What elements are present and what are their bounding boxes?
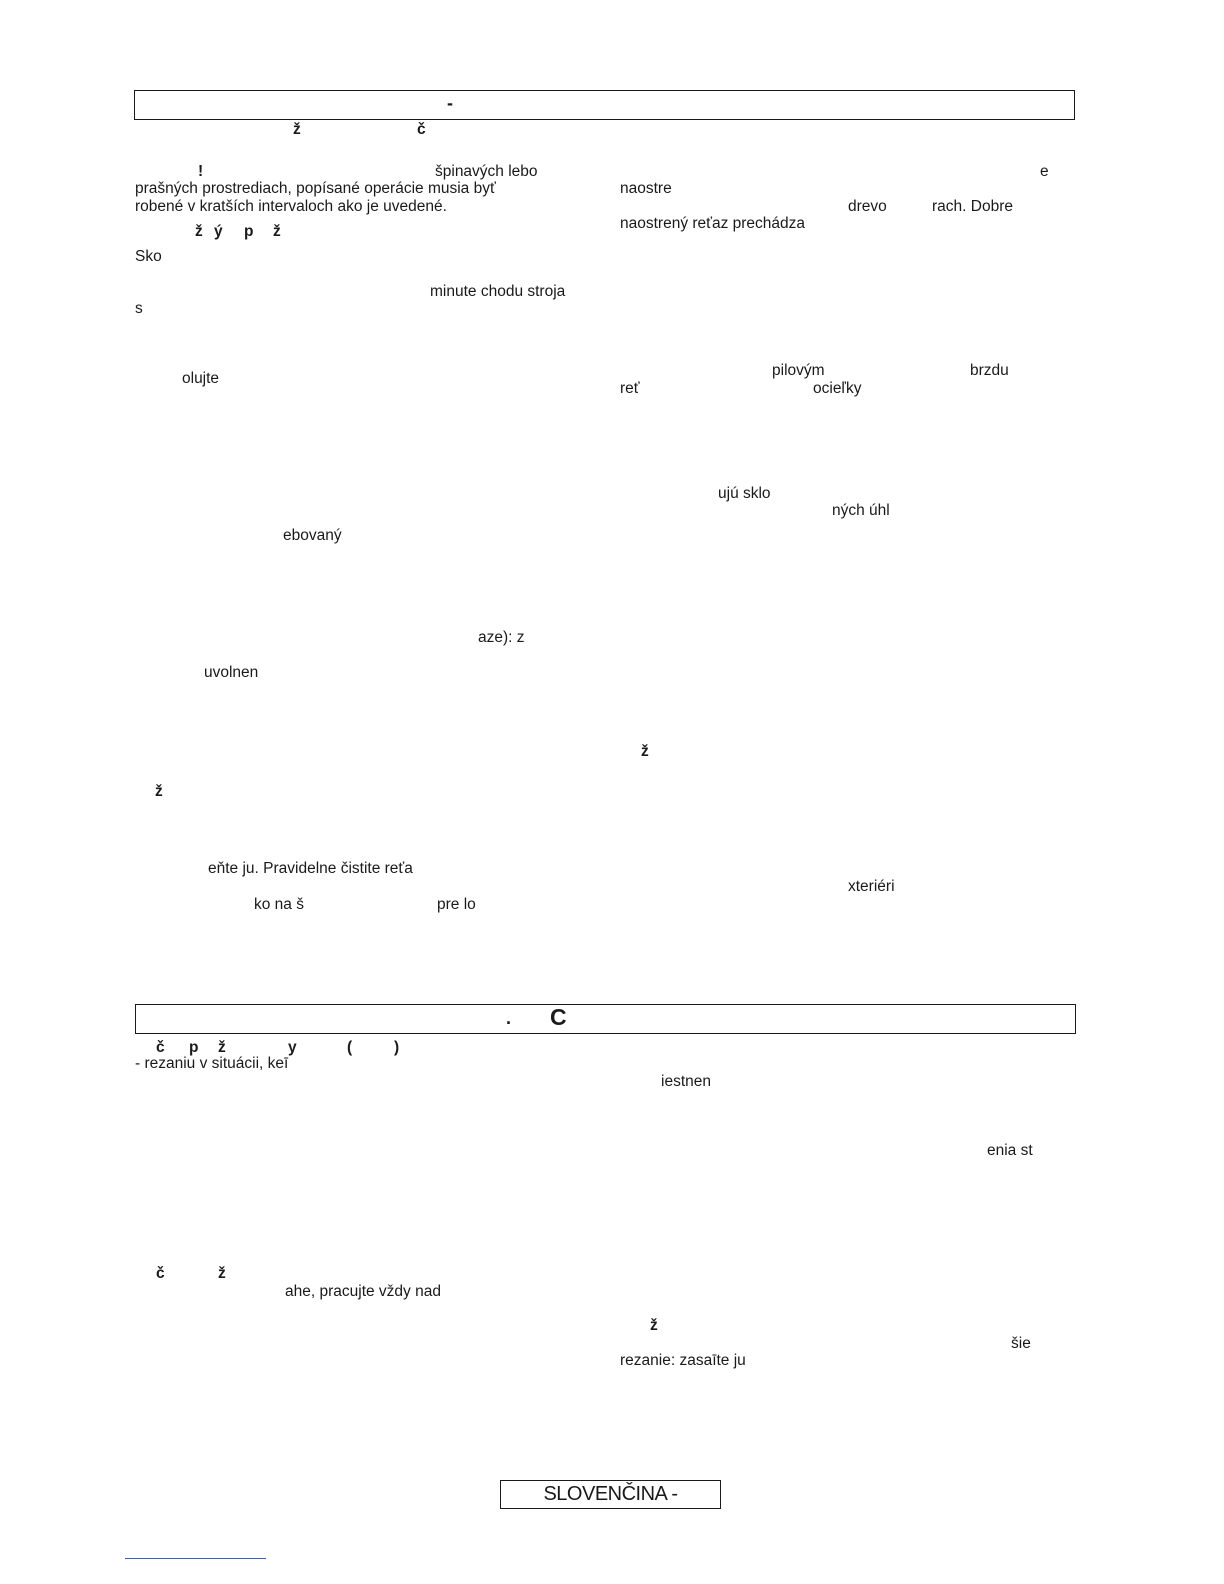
body-text: pre lo [437,896,476,913]
warning-mark: ! [198,163,204,180]
body-text: prašných prostrediach, popísané operácie musia byť [135,180,496,197]
body-text: aze): z [478,629,525,646]
section-header-box-1 [134,90,1075,120]
footer-language-label: SLOVENČINA - [500,1480,721,1509]
body-text: brzdu [970,362,1009,379]
heading-char: ž [155,783,163,800]
body-text: ujú sklo [718,485,771,502]
body-text: naostre [620,180,672,197]
section-2-subtitle-char: p [189,1039,199,1056]
body-text: e [1040,163,1049,180]
body-text: eňte ju. Pravidelne čistite reťa [208,860,413,877]
body-text: ahe, pracujte vždy nad [285,1283,441,1300]
body-text: s [135,300,143,317]
heading-char: ž [195,223,203,240]
section-2-subtitle-char: ( [347,1039,353,1056]
section-header-2-marker: . [506,1008,512,1028]
body-text: Sko [135,248,162,265]
section-2-subtitle-char: č [156,1039,165,1056]
body-text: ocieľky [813,380,862,397]
section-1-subtitle-char: ž [293,121,301,138]
body-text: špinavých lebo [435,163,538,180]
body-text: uvolnen [204,664,259,681]
section-1-subtitle-char: č [417,121,426,138]
section-2-subtitle-char: ž [218,1039,226,1056]
body-text: minute chodu stroja [430,283,566,300]
body-text: - rezaniu v situácii, keī [135,1055,289,1072]
body-text: xteriéri [848,878,895,895]
body-text: robené v kratších intervaloch ako je uvedené. [135,198,447,215]
body-text: enia st [987,1142,1033,1159]
heading-char: ž [273,223,281,240]
section-header-1-marker: - [447,93,453,113]
body-text: pilovým [772,362,825,379]
body-text: ných úhl [832,502,890,519]
body-text: ebovaný [283,527,342,544]
body-text: rezanie: zasaīte ju [620,1352,746,1369]
section-2-subtitle-char: ) [394,1039,400,1056]
body-text: ko na š [254,896,304,913]
heading-char: ž [218,1265,226,1282]
heading-char: p [244,223,254,240]
body-text: iestnen [661,1073,711,1090]
footnote-rule [125,1558,266,1559]
section-header-box-2 [135,1004,1076,1034]
body-text: drevo [848,198,887,215]
heading-char: ý [214,223,223,240]
body-text: olujte [182,370,220,387]
heading-char: č [156,1265,165,1282]
heading-char: ž [641,743,649,760]
body-text: rach. Dobre [932,198,1013,215]
heading-char: ž [650,1317,658,1334]
body-text: naostrený reťaz prechádza [620,215,806,232]
section-2-subtitle-char: y [288,1039,297,1056]
body-text: reť [620,380,640,397]
body-text: šie [1011,1335,1031,1352]
section-header-2-letter: C [550,1004,567,1030]
